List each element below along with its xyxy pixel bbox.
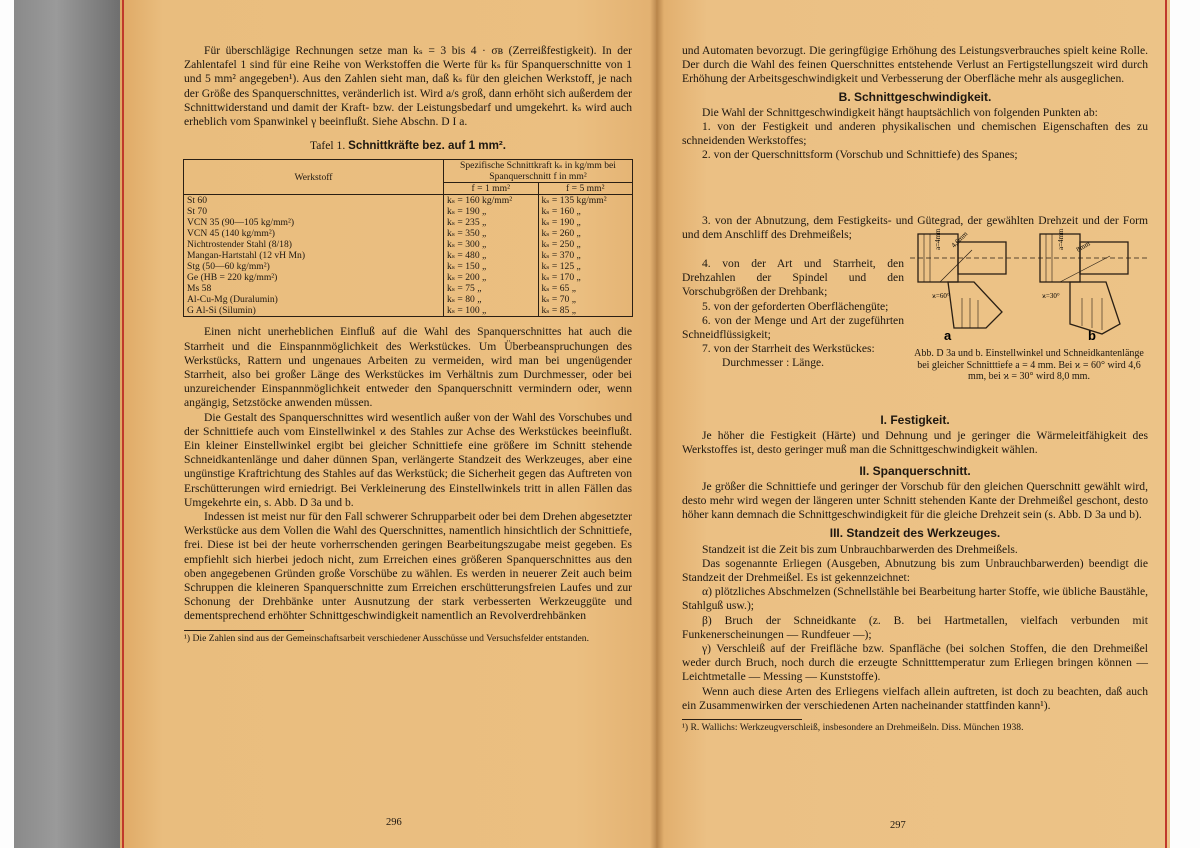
scan-margin-line-left bbox=[122, 0, 124, 848]
list-item: 2. von der Querschnittsform (Vorschub und Schnittiefe) des Spanes; bbox=[702, 148, 1018, 162]
scan-margin-line-right bbox=[1165, 0, 1167, 848]
right-column-lower bbox=[682, 410, 1148, 733]
table-row bbox=[184, 272, 633, 283]
page-number-right: 297 bbox=[890, 820, 906, 831]
figure-label-b: b bbox=[1088, 328, 1096, 343]
dim-label-b2: 8mm bbox=[1075, 239, 1092, 254]
material-cell: VCN 45 (140 kg/mm²) bbox=[184, 228, 444, 239]
table-row bbox=[184, 217, 633, 228]
material-cell: G Al-Si (Silumin) bbox=[184, 305, 444, 317]
left-column bbox=[184, 44, 632, 644]
figure-label-a: a bbox=[944, 328, 952, 343]
force-f1-cell: kₛ = 80 „ bbox=[444, 294, 539, 305]
material-cell: Ms 58 bbox=[184, 283, 444, 294]
footnote: ¹) R. Wallichs: Werkzeugverschleiß, insbesondere an Drehmeißeln. Diss. München 1938. bbox=[682, 722, 1024, 734]
table-row bbox=[184, 294, 633, 305]
table-title: Schnittkräfte bez. auf 1 mm². bbox=[348, 139, 506, 153]
angle-label-a: ϰ=60° bbox=[932, 292, 950, 300]
list-item: γ) Verschleiß auf der Freifläche bzw. Spanfläche (bei solchen Stoffen, die den Drehmeißel weder durch Bruch, noch durch die erzeugte Schnitttemperatur zum Erliegen bringen können — Leichtmetalle — Messing — Kunststoffe). bbox=[682, 642, 1148, 684]
header-f5: f = 5 mm² bbox=[538, 183, 633, 195]
dim-label-b1: a=4mm bbox=[1057, 228, 1065, 250]
paragraph: Je höher die Festigkeit (Härte) und Dehnung und je geringer die Wärmeleitfähigkeit des Werkstoffes ist, desto geringer muß man die Schnittgeschwindigkeit wählen. bbox=[682, 429, 1148, 457]
force-f5-cell: kₛ = 85 „ bbox=[538, 305, 633, 317]
section-heading: B. Schnittgeschwindigkeit. bbox=[838, 89, 992, 104]
footnote-rule bbox=[184, 630, 304, 631]
header-specific-force: Spezifische Schnittkraft kₛ in kg/mm bei Spanquerschnitt f in mm² bbox=[444, 160, 633, 183]
figure-caption: Abb. D 3a und b. Einstellwinkel und Schneidkantenlänge bei gleicher Schnitttiefe a = 4 mm. Bei ϰ = 60° wird 4,6 mm, bei ϰ = 30° wird 8,0 mm. bbox=[914, 348, 1144, 383]
tool-diagram bbox=[910, 228, 1148, 346]
material-cell: Stg (50—60 kg/mm²) bbox=[184, 261, 444, 272]
table-row bbox=[184, 250, 633, 261]
list-item: β) Bruch der Schneidkante (z. B. bei Hartmetallen, vielfach verbunden mit Funkenerscheinungen — Rundfeuer —); bbox=[682, 613, 1148, 641]
footnote-rule bbox=[682, 719, 802, 720]
force-f5-cell: kₛ = 250 „ bbox=[538, 239, 633, 250]
table-row bbox=[184, 228, 633, 239]
table-row bbox=[184, 239, 633, 250]
force-f1-cell: kₛ = 200 „ bbox=[444, 272, 539, 283]
table-row bbox=[184, 195, 633, 207]
material-cell: Nichtrostender Stahl (8/18) bbox=[184, 239, 444, 250]
force-f5-cell: kₛ = 170 „ bbox=[538, 272, 633, 283]
right-column-beside-figure bbox=[682, 257, 904, 371]
force-f5-cell: kₛ = 370 „ bbox=[538, 250, 633, 261]
paragraph: Einen nicht unerheblichen Einfluß auf die Wahl des Spanquerschnittes hat auch die Starrheit und die Einspannmöglichkeit des Werkstückes. Um Überbeanspruchungen des Werkstücks, Rattern und ungenaues Arbeiten zu vermeiden, wird man bei ungenügender Starrheit, also bei großer Länge des Werkstückes im Verhältnis zum Durchmesser, oder bei unzureichender Einspannmöglichkeit entweder den Spanquerschnitt vermindern oder, wenn angängig, Setzstöcke anwenden müssen. bbox=[184, 325, 632, 410]
page-number-left: 296 bbox=[386, 817, 402, 828]
force-f1-cell: kₛ = 300 „ bbox=[444, 239, 539, 250]
paragraph: Das sogenannte Erliegen (Ausgeben, Abnutzung bis zum Unbrauchbarwerden) beendigt die Standzeit der Drehmeißel. Es ist gekennzeichnet: bbox=[682, 556, 1148, 585]
section-heading: III. Standzeit des Werkzeuges. bbox=[829, 526, 1001, 541]
force-f5-cell: kₛ = 65 „ bbox=[538, 283, 633, 294]
list-item: 1. von der Festigkeit und anderen physikalischen und chemischen Eigenschaften des zu schneidenden Werkstoffes; bbox=[682, 120, 1148, 148]
footnote: ¹) Die Zahlen sind aus der Gemeinschaftsarbeit verschiedener Ausschüsse und Versuchsfelder entstanden. bbox=[184, 632, 589, 644]
paragraph: Wenn auch diese Arten des Erliegens vielfach allein auftreten, ist doch zu beachten, daß auch ein Zusammenwirken der verschiedenen Arten nacheinander stattfinden kann¹). bbox=[682, 684, 1148, 712]
header-material: Werkstoff bbox=[184, 160, 444, 195]
dim-label-a2: 4,6mm bbox=[949, 229, 970, 250]
material-cell: Al-Cu-Mg (Duralumin) bbox=[184, 294, 444, 305]
header-f1: f = 1 mm² bbox=[444, 183, 539, 195]
list-item: 5. von der geforderten Oberflächengüte; bbox=[702, 299, 889, 313]
figure-d3 bbox=[910, 228, 1148, 383]
material-cell: St 60 bbox=[184, 195, 444, 207]
book-gutter bbox=[650, 0, 664, 848]
force-f1-cell: kₛ = 75 „ bbox=[444, 283, 539, 294]
material-cell: Mangan-Hartstahl (12 vH Mn) bbox=[184, 250, 444, 261]
force-f1-cell: kₛ = 350 „ bbox=[444, 228, 539, 239]
force-f1-cell: kₛ = 235 „ bbox=[444, 217, 539, 228]
table-caption bbox=[184, 139, 632, 153]
list-item: 7. von der Starrheit des Werkstückes: bbox=[702, 342, 875, 356]
section-heading: II. Spanquerschnitt. bbox=[859, 463, 971, 478]
paragraph: Je größer die Schnittiefe und geringer der Vorschub für den gleichen Querschnitt gewählt wird, desto mehr wird wegen der längeren unter Schnitt stehenden Kante der Drehmeißel geschont, desto höher kann demnach die Schnittgeschwindigkeit für die gleiche Drehzeit sein (s. Abb. D 3a und b). bbox=[682, 479, 1148, 522]
table-row bbox=[184, 305, 633, 317]
table-row bbox=[184, 206, 633, 217]
book-edge bbox=[14, 0, 120, 848]
list-item: 3. von der Abnutzung, dem Festigkeits- und Gütegrad, der gewählten Drehzeit und der Form und dem Anschliff des Drehmeißels; bbox=[682, 214, 1148, 242]
list-item: α) plötzliches Abschmelzen (Schnellstähle bei Bearbeitung harter Stoffe, wie übliche Baustähle, Stahlguß usw.); bbox=[682, 585, 1148, 613]
material-cell: VCN 35 (90—105 kg/mm²) bbox=[184, 217, 444, 228]
table-row bbox=[184, 261, 633, 272]
paragraph: Für überschlägige Rechnungen setze man kₛ = 3 bis 4 · σʙ (Zerreißfestigkeit). In der Zahlentafel 1 sind für eine Reihe von Werkstoffen die Werte für kₛ für Spanquerschnitte von 1 und 5 mm² angegeben¹). Aus den Zahlen sieht man, daß kₛ für den gleichen Werkstoff, je nach der Größe des Spanquerschnittes, veränderlich ist. Wird a/s groß, dann erhöht sich außerdem der Schnittwiderstand und damit der Kraft- bzw. der Leistungsbedarf und umgekehrt. kₛ wird auch erheblich vom Spanwinkel γ beeinflußt. Siehe Abschn. D I a. bbox=[184, 44, 632, 129]
paragraph: Die Wahl der Schnittgeschwindigkeit hängt hauptsächlich von folgenden Punkten ab: bbox=[702, 105, 1098, 119]
force-f1-cell: kₛ = 190 „ bbox=[444, 206, 539, 217]
force-f1-cell: kₛ = 160 kg/mm² bbox=[444, 195, 539, 207]
paragraph: Standzeit ist die Zeit bis zum Unbrauchbarwerden des Drehmeißels. bbox=[702, 542, 1018, 556]
material-cell: Ge (HB = 220 kg/mm²) bbox=[184, 272, 444, 283]
cutting-force-table bbox=[183, 159, 633, 317]
force-f5-cell: kₛ = 135 kg/mm² bbox=[538, 195, 633, 207]
force-f1-cell: kₛ = 480 „ bbox=[444, 250, 539, 261]
list-item: 6. von der Menge und Art der zugeführten Schneidflüssigkeit; bbox=[682, 313, 904, 342]
section-heading: I. Festigkeit. bbox=[880, 413, 950, 427]
paragraph: Indessen ist meist nur für den Fall schwerer Schrupparbeit oder bei dem Drehen abgesetzter Werkstücke aus dem Vollen die Wahl des Querschnittes, namentlich hinsichtlich der Schnittiefe, frei. Diese ist bei der heute vorherrschenden geringen Bearbeitungszugabe meist gegeben. Es empfiehlt sich hierbei jedoch nicht, zum Erreichen eines größeren Spanquerschnittes aus den oben angegebenen Gründen große Vorschübe zu wählen. Es werden in neuerer Zeit auch beim Schruppen die kleineren Spanquerschnitte zum Erreichen erschütterungsfreien Laufes und zur Schonung der Drehbänke unter Ausnutzung der stark verbesserten Werkzeuggüte und dementsprechend erhöhter Schnittgeschwindigkeit namentlich an Revolverdrehbänken bbox=[184, 510, 632, 623]
force-f1-cell: kₛ = 100 „ bbox=[444, 305, 539, 317]
right-column bbox=[682, 44, 1148, 163]
ratio-text: Durchmesser : Länge. bbox=[722, 356, 825, 370]
angle-label-b: ϰ=30° bbox=[1042, 292, 1060, 300]
table-body bbox=[184, 195, 633, 317]
force-f5-cell: kₛ = 125 „ bbox=[538, 261, 633, 272]
table-number: Tafel 1. bbox=[310, 139, 346, 153]
dim-label-a1: a=4mm bbox=[934, 228, 942, 250]
table-row bbox=[184, 283, 633, 294]
force-f5-cell: kₛ = 70 „ bbox=[538, 294, 633, 305]
paragraph: und Automaten bevorzugt. Die geringfügige Erhöhung des Leistungsverbrauches spielt keine Rolle. Der durch die Wahl des feinen Querschnittes entstehende Verlust an Fertigstellungszeit wird durch Erhöhung der Arbeitsgeschwindigkeit und Verbesserung der Oberfläche mehr als ausgeglichen. bbox=[682, 44, 1148, 86]
force-f1-cell: kₛ = 150 „ bbox=[444, 261, 539, 272]
force-f5-cell: kₛ = 260 „ bbox=[538, 228, 633, 239]
material-cell: St 70 bbox=[184, 206, 444, 217]
list-item: 4. von der Art und Starrheit, den Drehzahlen der Spindel und den Vorschubgrößen der Drehbank; bbox=[682, 257, 904, 299]
force-f5-cell: kₛ = 190 „ bbox=[538, 217, 633, 228]
paragraph: Die Gestalt des Spanquerschnittes wird wesentlich außer von der Wahl des Vorschubes und der Schnittiefe auch vom Einstellwinkel ϰ des Stahles zur Achse des Werkstückes beeinflußt. Ein kleiner Einstellwinkel ergibt bei gleicher Schnittiefe eine größere im Schnitt stehende Schneidkantenlänge und daher dünnen Span, verlängerte Standzeit des Werkzeuges, aber eine ungünstige Kraftrichtung des Stahles auf das Werkstück; die Sicherheit gegen das Auftreten von Erschütterungen wird erniedrigt. Bei Verkleinerung des Einstellwinkels tritt in allen Fällen das Umgekehrte ein, s. Abb. D 3a und b. bbox=[184, 410, 632, 509]
force-f5-cell: kₛ = 160 „ bbox=[538, 206, 633, 217]
